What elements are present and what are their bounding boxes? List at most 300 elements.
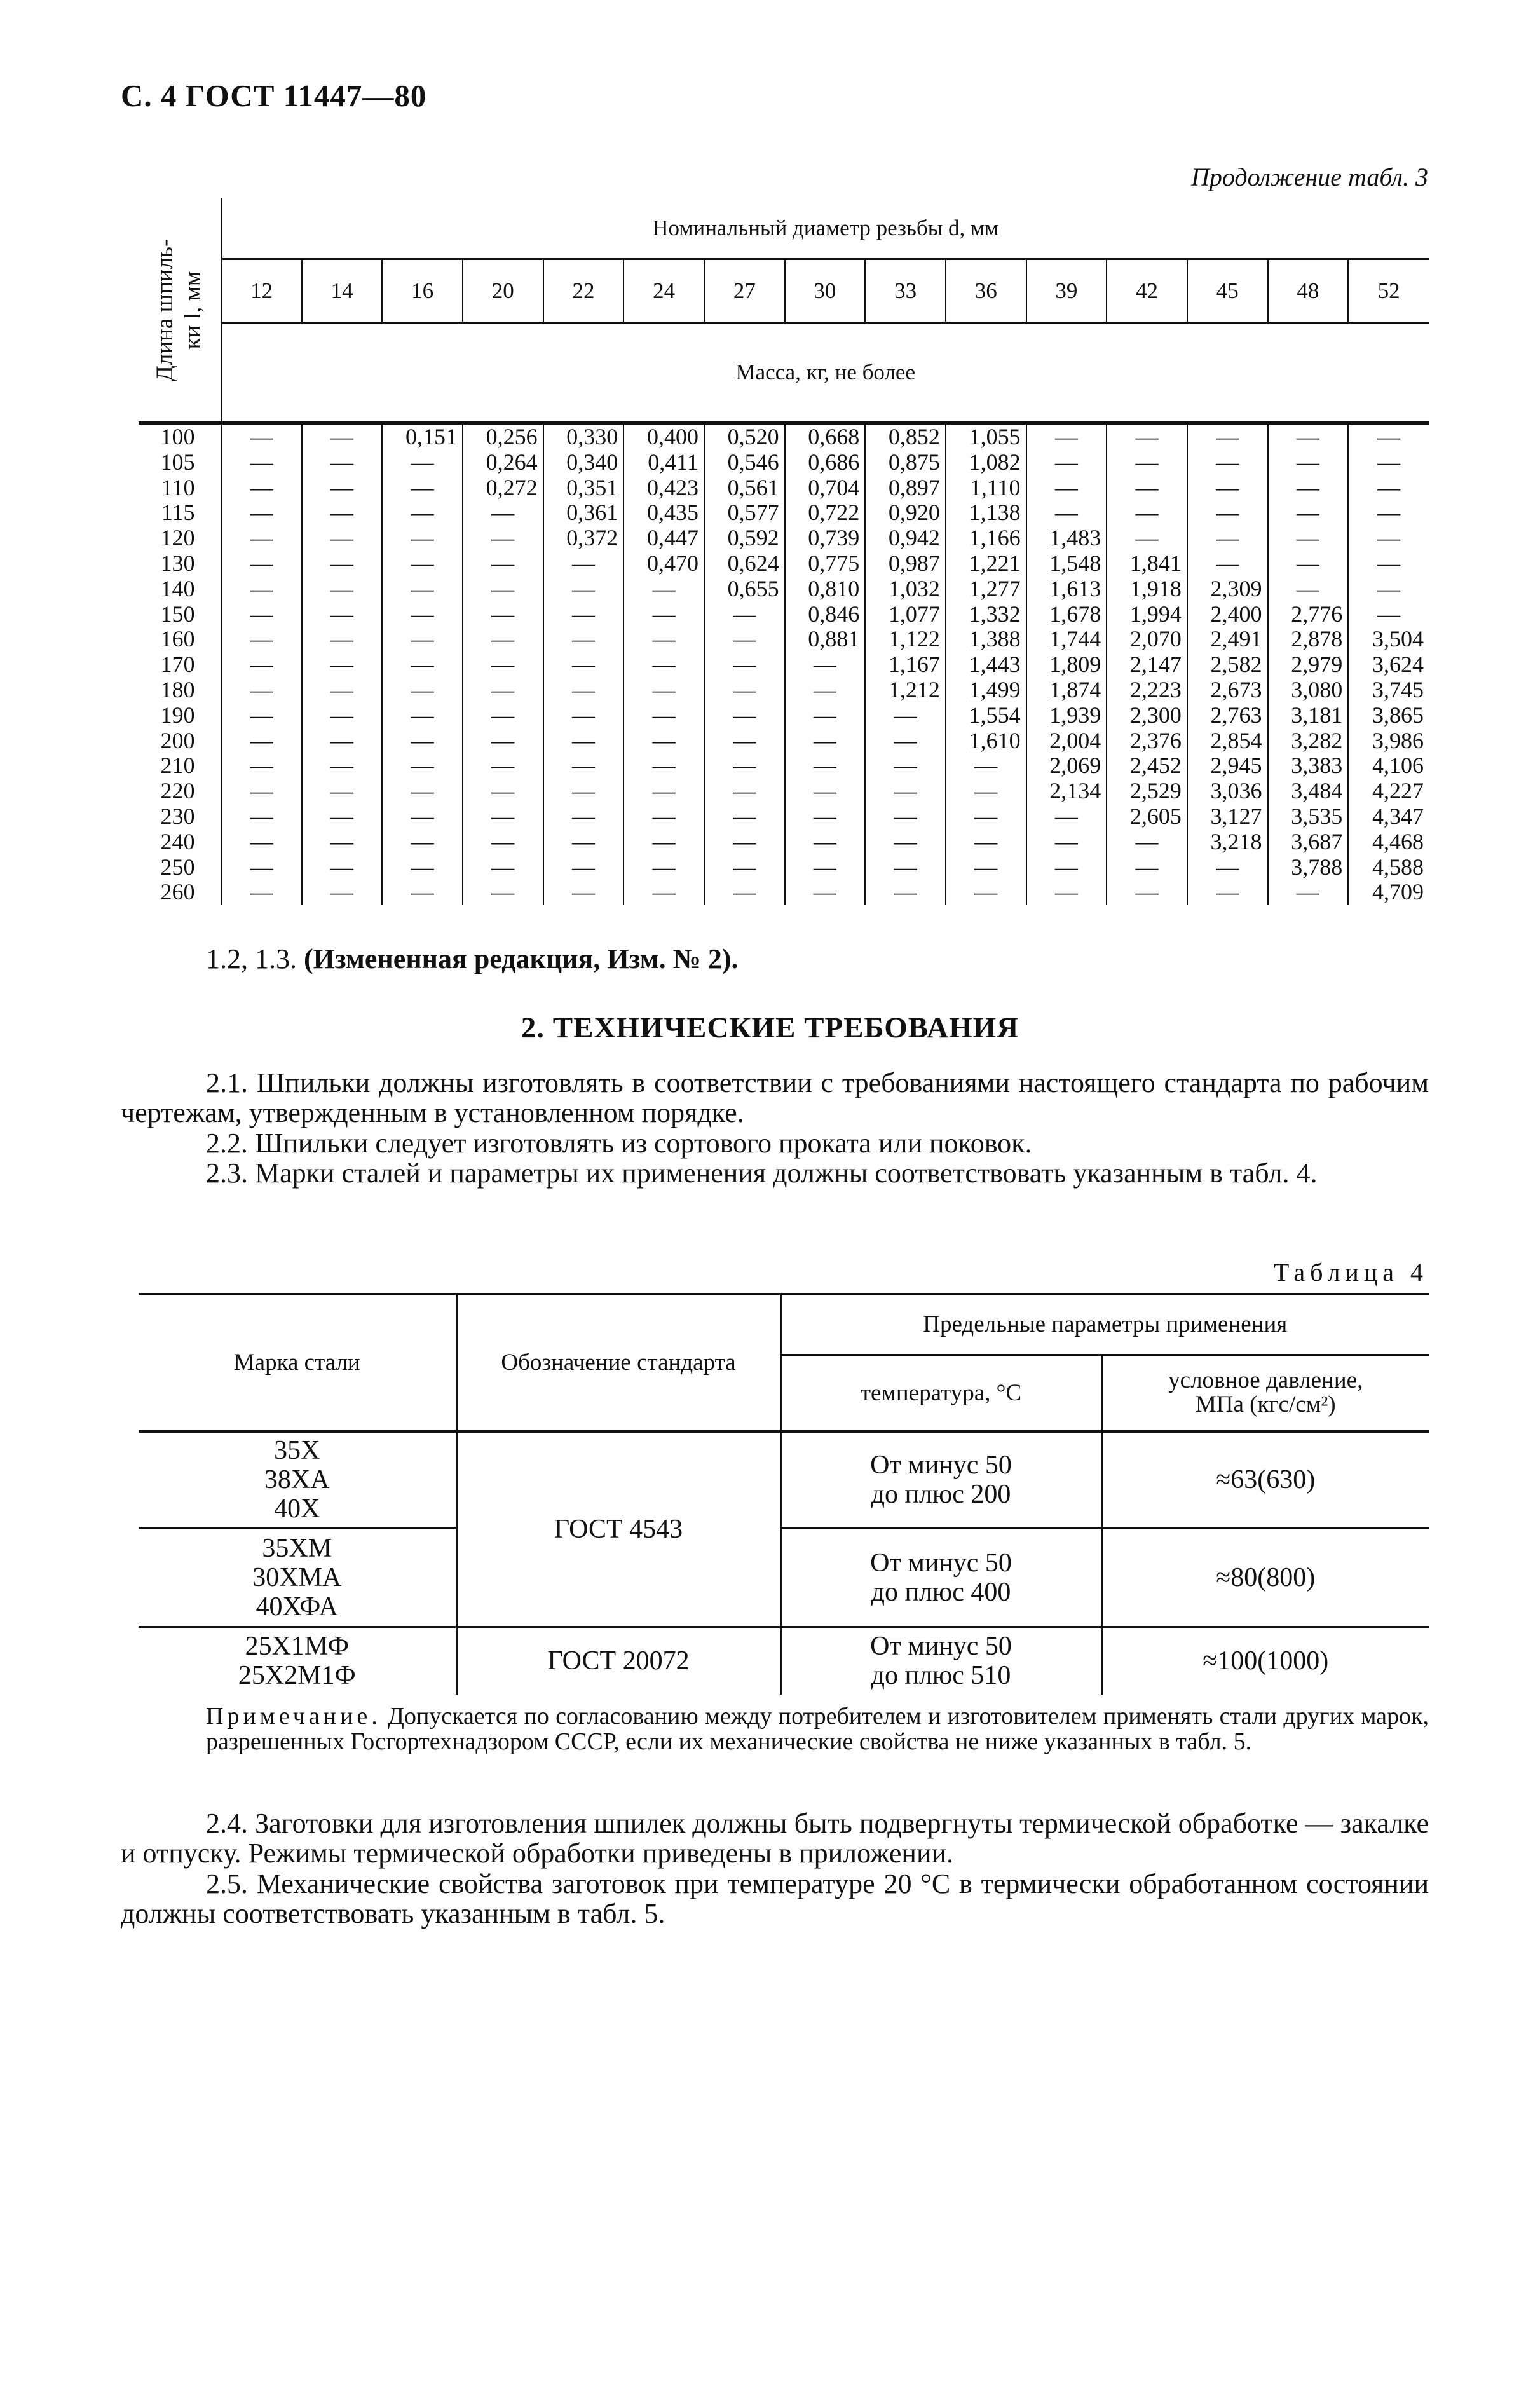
mass-cell: — (221, 500, 302, 526)
mass-cell: 2,300 (1107, 703, 1187, 728)
note-label: Примечание. (206, 1703, 381, 1730)
mass-cell: — (1268, 423, 1349, 450)
table-row (139, 703, 1429, 728)
mass-cell: 0,577 (704, 500, 785, 526)
mass-cell: — (463, 551, 543, 577)
mass-cell: — (221, 551, 302, 577)
length-cell: 110 (139, 475, 221, 501)
mass-cell: — (463, 880, 543, 905)
mass-cell: — (946, 753, 1026, 779)
diameter-cell: 45 (1187, 259, 1268, 323)
mass-cell: 2,582 (1187, 652, 1268, 678)
mass-cell: 0,400 (623, 423, 704, 450)
mass-cell: — (704, 880, 785, 905)
mass-cell: 2,491 (1187, 627, 1268, 652)
mass-cell: — (302, 500, 383, 526)
steel-grade-cell: 35ХМ 30ХМА 40ХФА (252, 1533, 342, 1622)
length-cell: 250 (139, 855, 221, 880)
paragraph-2-1: 2.1. Шпильки должны изготовлять в соответствии с требованиями настоящего стандарта по рабочим чертежам, утвержденным в установленном порядке. (121, 1067, 1429, 1128)
mass-cell: 3,865 (1348, 703, 1429, 728)
mass-cell: — (1187, 475, 1268, 501)
mass-cell: — (785, 703, 866, 728)
mass-cell: 1,610 (946, 728, 1026, 754)
mass-cell: 0,810 (785, 577, 866, 602)
mass-cell: 0,897 (865, 475, 946, 501)
mass-cell: — (221, 830, 302, 855)
mass-cell: 0,875 (865, 450, 946, 475)
mass-cell: — (1026, 423, 1107, 450)
mass-cell: — (382, 855, 463, 880)
mass-cell: — (221, 880, 302, 905)
mass-cell: 0,372 (543, 526, 624, 551)
mass-cell: 0,272 (463, 475, 543, 501)
mass-cell: — (785, 753, 866, 779)
table-row (139, 602, 1429, 627)
mass-cell: — (1107, 880, 1187, 905)
mass-cell: 2,979 (1268, 652, 1349, 678)
mass-cell: 0,256 (463, 423, 543, 450)
mass-cell: 4,227 (1348, 779, 1429, 804)
pressure-cell: ≈63(630) (1101, 1431, 1429, 1528)
paragraph-2-3: 2.3. Марки сталей и параметры их применения должны соответствовать указанным в табл. 4. (206, 1158, 1318, 1189)
col-temperature: температура, °С (780, 1355, 1101, 1431)
steel-grade-cell: 25Х1МФ 25Х2М1Ф (238, 1632, 356, 1691)
mass-cell: — (463, 526, 543, 551)
mass-cell: — (1026, 855, 1107, 880)
mass-cell: 3,282 (1268, 728, 1349, 754)
mass-cell: — (704, 753, 785, 779)
mass-cell: 2,400 (1187, 602, 1268, 627)
mass-cell: — (221, 728, 302, 754)
mass-cell: — (865, 830, 946, 855)
diameter-cell: 52 (1348, 259, 1429, 323)
paragraph-2-4: 2.4. Заготовки для изготовления шпилек должны быть подвергнуты термической обработке — закалке и отпуску. Режимы термической обработки приведены в приложении. (121, 1808, 1429, 1869)
mass-cell: 3,127 (1187, 804, 1268, 830)
mass-cell: — (1187, 551, 1268, 577)
table-row (139, 855, 1429, 880)
mass-cell: — (865, 779, 946, 804)
mass-cell: — (543, 753, 624, 779)
mass-cell: 0,846 (785, 602, 866, 627)
mass-cell: — (1268, 577, 1349, 602)
table-row (139, 678, 1429, 703)
length-cell: 220 (139, 779, 221, 804)
length-cell: 260 (139, 880, 221, 905)
mass-cell: — (1026, 450, 1107, 475)
table-row (139, 804, 1429, 830)
mass-cell: 1,613 (1026, 577, 1107, 602)
length-cell: 170 (139, 652, 221, 678)
mass-cell: 0,881 (785, 627, 866, 652)
mass-cell: — (704, 728, 785, 754)
length-cell: 240 (139, 830, 221, 855)
length-cell: 115 (139, 500, 221, 526)
diameter-cell: 27 (704, 259, 785, 323)
table-continuation-label: Продолжение табл. 3 (1190, 163, 1428, 191)
table-row (139, 450, 1429, 475)
mass-cell: — (463, 753, 543, 779)
mass-cell: 0,264 (463, 450, 543, 475)
mass-cell: — (865, 728, 946, 754)
col-standard: Обозначение стандарта (456, 1294, 780, 1431)
mass-cell: — (946, 830, 1026, 855)
mass-cell: — (1187, 880, 1268, 905)
mass-cell: 3,181 (1268, 703, 1349, 728)
mass-cell: — (382, 602, 463, 627)
mass-cell: — (221, 652, 302, 678)
table-row (139, 880, 1429, 905)
mass-cell: — (704, 804, 785, 830)
diameter-cell: 14 (302, 259, 383, 323)
mass-cell: — (1107, 450, 1187, 475)
table-row (139, 526, 1429, 551)
mass-cell: — (1107, 500, 1187, 526)
mass-cell: — (1026, 804, 1107, 830)
mass-cell: 1,122 (865, 627, 946, 652)
table-row (139, 652, 1429, 678)
mass-cell: 1,277 (946, 577, 1026, 602)
mass-cell: 3,218 (1187, 830, 1268, 855)
mass-cell: — (623, 627, 704, 652)
mass-cell: — (221, 703, 302, 728)
mass-cell: — (543, 804, 624, 830)
mass-cell: — (543, 602, 624, 627)
mass-cell: 0,722 (785, 500, 866, 526)
temperature-cell: От минус 50 до плюс 400 (780, 1528, 1101, 1627)
mass-cell: — (1026, 880, 1107, 905)
mass-cell: 0,987 (865, 551, 946, 577)
mass-cell: — (543, 652, 624, 678)
mass-cell: — (865, 703, 946, 728)
mass-cell: — (382, 678, 463, 703)
mass-cell: — (543, 855, 624, 880)
mass-cell: 1,077 (865, 602, 946, 627)
mass-cell: — (463, 500, 543, 526)
mass-cell: 1,678 (1026, 602, 1107, 627)
mass-cell: 0,151 (382, 423, 463, 450)
mass-cell: 1,744 (1026, 627, 1107, 652)
mass-cell: — (382, 551, 463, 577)
mass-cell: 3,986 (1348, 728, 1429, 754)
table-row (139, 830, 1429, 855)
mass-cell: 2,763 (1187, 703, 1268, 728)
mass-cell: — (302, 678, 383, 703)
diameter-cell: 22 (543, 259, 624, 323)
mass-cell: 1,032 (865, 577, 946, 602)
mass-cell: 0,739 (785, 526, 866, 551)
mass-cell: 3,788 (1268, 855, 1349, 880)
mass-cell: 0,411 (623, 450, 704, 475)
mass-cell: — (1026, 830, 1107, 855)
col-steel-grade: Марка стали (233, 1349, 360, 1376)
mass-cell: — (382, 652, 463, 678)
mass-cell: 1,167 (865, 652, 946, 678)
table-row (139, 728, 1429, 754)
mass-cell: — (1268, 526, 1349, 551)
mass-cell: — (623, 652, 704, 678)
mass-cell: — (1268, 500, 1349, 526)
col-pressure: условное давление, МПа (кгс/см²) (1101, 1355, 1429, 1431)
mass-cell: — (946, 804, 1026, 830)
mass-cell: — (704, 678, 785, 703)
mass-cell: — (543, 880, 624, 905)
temperature-cell: От минус 50 до плюс 510 (780, 1627, 1101, 1695)
paragraph-2-2: 2.2. Шпильки следует изготовлять из сортового проката или поковок. (206, 1128, 1032, 1159)
pressure-cell: ≈100(1000) (1101, 1627, 1429, 1695)
mass-cell: — (1107, 526, 1187, 551)
mass-cell: 0,624 (704, 551, 785, 577)
mass-cell: 2,529 (1107, 779, 1187, 804)
paragraph-2-5: 2.5. Механические свойства заготовок при температуре 20 °С в термически обработанном состоянии должны соответствовать указанным в табл. 5. (121, 1868, 1429, 1929)
length-cell: 130 (139, 551, 221, 577)
mass-cell: — (1107, 475, 1187, 501)
mass-cell: 2,070 (1107, 627, 1187, 652)
mass-cell: — (1187, 526, 1268, 551)
mass-cell: 4,106 (1348, 753, 1429, 779)
table-row (139, 475, 1429, 501)
table-row (139, 627, 1429, 652)
mass-cell: — (704, 830, 785, 855)
mass-cell: — (1268, 475, 1349, 501)
mass-cell: — (1107, 855, 1187, 880)
mass-cell: — (463, 703, 543, 728)
length-cell: 100 (139, 423, 221, 450)
mass-cell: 4,709 (1348, 880, 1429, 905)
mass-cell: — (221, 753, 302, 779)
mass-cell: — (865, 753, 946, 779)
mass-cell: — (221, 779, 302, 804)
mass-cell: — (543, 678, 624, 703)
mass-cell: 0,704 (785, 475, 866, 501)
table-row (139, 779, 1429, 804)
mass-cell: — (1187, 855, 1268, 880)
mass-cell: 3,036 (1187, 779, 1268, 804)
mass-cell: — (1268, 880, 1349, 905)
mass-cell: — (1348, 475, 1429, 501)
mass-cell: — (221, 577, 302, 602)
mass-cell: — (302, 551, 383, 577)
section-title: 2. ТЕХНИЧЕСКИЕ ТРЕБОВАНИЯ (521, 1011, 1019, 1044)
mass-cell: 1,874 (1026, 678, 1107, 703)
change-note (206, 943, 738, 975)
mass-cell: — (463, 830, 543, 855)
mass-cell: 2,945 (1187, 753, 1268, 779)
mass-cell: 1,332 (946, 602, 1026, 627)
mass-cell: 3,535 (1268, 804, 1349, 830)
mass-cell: 1,548 (1026, 551, 1107, 577)
mass-cell: — (704, 652, 785, 678)
length-header-cell (139, 198, 221, 423)
mass-cell: — (221, 602, 302, 627)
diameter-cell: 48 (1268, 259, 1349, 323)
mass-cell: 3,687 (1268, 830, 1349, 855)
mass-cell: 2,309 (1187, 577, 1268, 602)
mass-cell: — (543, 703, 624, 728)
mass-cell: 3,504 (1348, 627, 1429, 652)
mass-cell: — (785, 728, 866, 754)
mass-cell: — (302, 423, 383, 450)
diameter-cell: 42 (1107, 259, 1187, 323)
mass-cell: — (221, 855, 302, 880)
mass-cell: — (302, 526, 383, 551)
note-text: Допускается по согласованию между потребителем и изготовителем применять стали других марок, разрешенных Госгортехнадзором СССР, если их механические свойства не ниже указанных в табл. 5. (206, 1703, 1429, 1755)
mass-cell: — (382, 779, 463, 804)
length-cell: 180 (139, 678, 221, 703)
mass-cell: — (1187, 423, 1268, 450)
mass-cell: — (221, 423, 302, 450)
mass-cell: — (382, 703, 463, 728)
mass-cell: — (946, 880, 1026, 905)
mass-cell: — (463, 855, 543, 880)
table-row (139, 423, 1429, 450)
mass-cell: 0,852 (865, 423, 946, 450)
mass-cell: 2,069 (1026, 753, 1107, 779)
mass-cell: — (221, 475, 302, 501)
mass-cell: — (1348, 500, 1429, 526)
mass-cell: 0,775 (785, 551, 866, 577)
mass-cell: — (382, 577, 463, 602)
mass-cell: — (1187, 500, 1268, 526)
mass-cell: — (1348, 577, 1429, 602)
diameter-cell: 39 (1026, 259, 1107, 323)
length-cell: 210 (139, 753, 221, 779)
mass-cell: 1,443 (946, 652, 1026, 678)
mass-cell: 0,435 (623, 500, 704, 526)
mass-cell: — (623, 602, 704, 627)
mass-cell: — (221, 526, 302, 551)
mass-cell: 0,423 (623, 475, 704, 501)
mass-cell: — (382, 830, 463, 855)
mass-cell: — (463, 577, 543, 602)
mass-cell: — (623, 855, 704, 880)
mass-cell: — (785, 652, 866, 678)
mass-cell: — (382, 526, 463, 551)
mass-cell: 1,809 (1026, 652, 1107, 678)
mass-cell: — (543, 779, 624, 804)
diameter-cell: 12 (221, 259, 302, 323)
table-3-body (139, 423, 1429, 906)
mass-cell: — (785, 880, 866, 905)
length-cell: 190 (139, 703, 221, 728)
mass-cell: — (1107, 830, 1187, 855)
mass-cell: 1,082 (946, 450, 1026, 475)
mass-cell: — (704, 855, 785, 880)
mass-cell: — (221, 678, 302, 703)
table-4-note (206, 1704, 1429, 1754)
mass-cell: 4,588 (1348, 855, 1429, 880)
length-cell: 160 (139, 627, 221, 652)
mass-cell: 1,499 (946, 678, 1026, 703)
mass-cell: — (382, 880, 463, 905)
mass-cell: 0,592 (704, 526, 785, 551)
mass-cell: — (623, 779, 704, 804)
mass-cell: — (785, 855, 866, 880)
mass-cell: — (1348, 450, 1429, 475)
mass-cell: — (785, 779, 866, 804)
mass-cell: — (463, 627, 543, 652)
table-3-mass (139, 198, 1429, 905)
mass-cell: — (382, 728, 463, 754)
mass-cell: — (302, 602, 383, 627)
length-header: Длина шпиль- ки l, мм (152, 238, 207, 381)
standard-cell: ГОСТ 20072 (456, 1627, 780, 1695)
mass-cell: 0,361 (543, 500, 624, 526)
mass-cell: — (302, 703, 383, 728)
change-note-prefix: 1.2, 1.3. (206, 943, 304, 974)
mass-cell: 0,351 (543, 475, 624, 501)
mass-cell: — (946, 855, 1026, 880)
mass-cell: 2,147 (1107, 652, 1187, 678)
mass-cell: — (302, 475, 383, 501)
mass-cell: — (704, 627, 785, 652)
diameter-cell: 24 (623, 259, 704, 323)
mass-cell: — (543, 627, 624, 652)
mass-cell: 1,554 (946, 703, 1026, 728)
mass-cell: — (382, 450, 463, 475)
diameter-header: Номинальный диаметр резьбы d, мм (652, 215, 999, 240)
mass-cell: — (463, 804, 543, 830)
mass-cell: — (543, 728, 624, 754)
length-cell: 140 (139, 577, 221, 602)
mass-cell: 0,561 (704, 475, 785, 501)
mass-cell: — (865, 804, 946, 830)
mass-cell: 1,138 (946, 500, 1026, 526)
mass-cell: — (463, 728, 543, 754)
mass-cell: 3,484 (1268, 779, 1349, 804)
mass-cell: — (302, 779, 383, 804)
mass-cell: 0,942 (865, 526, 946, 551)
mass-cell: — (221, 804, 302, 830)
mass-cell: — (382, 475, 463, 501)
mass-cell: 2,878 (1268, 627, 1349, 652)
table-4-steels (139, 1293, 1429, 1695)
mass-cell: 1,166 (946, 526, 1026, 551)
mass-cell: — (1026, 500, 1107, 526)
mass-cell: — (1348, 602, 1429, 627)
mass-cell: — (463, 602, 543, 627)
mass-cell: — (1348, 551, 1429, 577)
mass-cell: — (221, 450, 302, 475)
mass-cell: — (302, 450, 383, 475)
mass-cell: 3,080 (1268, 678, 1349, 703)
mass-cell: 1,212 (865, 678, 946, 703)
mass-cell: — (785, 804, 866, 830)
length-cell: 105 (139, 450, 221, 475)
diameter-row (139, 259, 1429, 323)
mass-cell: 1,221 (946, 551, 1026, 577)
mass-cell: — (623, 880, 704, 905)
mass-cell: 1,483 (1026, 526, 1107, 551)
mass-cell: 1,110 (946, 475, 1026, 501)
mass-cell: — (865, 880, 946, 905)
table-row (139, 577, 1429, 602)
mass-cell: — (463, 678, 543, 703)
mass-cell: 2,134 (1026, 779, 1107, 804)
mass-cell: 0,470 (623, 551, 704, 577)
mass-cell: — (302, 753, 383, 779)
mass-cell: — (543, 830, 624, 855)
mass-cell: — (623, 728, 704, 754)
length-cell: 120 (139, 526, 221, 551)
mass-cell: — (302, 652, 383, 678)
mass-cell: — (1268, 450, 1349, 475)
steel-grade-cell: 35Х 38ХА 40Х (264, 1436, 330, 1524)
table-row (139, 500, 1429, 526)
table-row (139, 753, 1429, 779)
mass-cell: — (302, 855, 383, 880)
mass-cell: — (543, 551, 624, 577)
mass-cell: — (463, 779, 543, 804)
